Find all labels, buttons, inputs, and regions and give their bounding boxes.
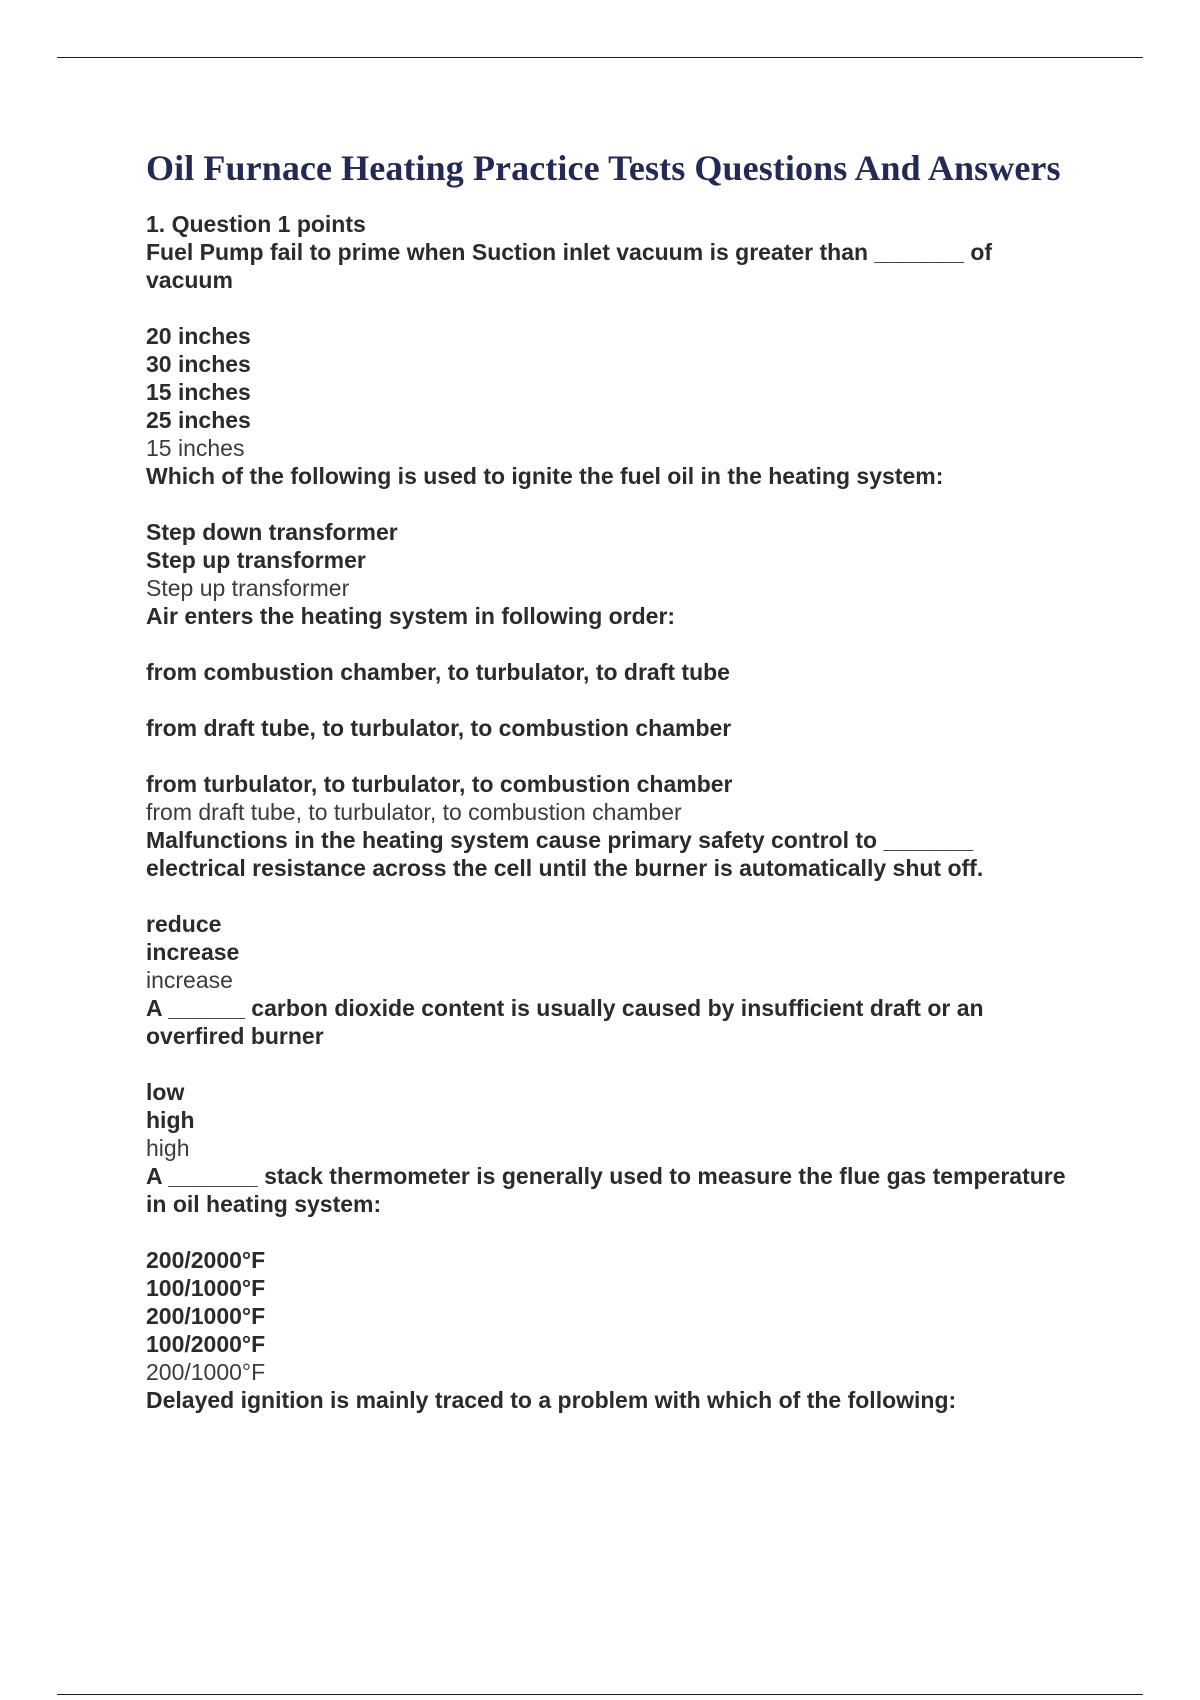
question-line: Air enters the heating system in following order: bbox=[146, 603, 676, 629]
blank-line bbox=[146, 742, 1076, 770]
question-line: reduce bbox=[146, 911, 222, 937]
question-line: A _______ stack thermometer is generally used to measure the flue gas temperature in oil heating system: bbox=[146, 1163, 1072, 1217]
question-line: Which of the following is used to ignite the fuel oil in the heating system: bbox=[146, 463, 944, 489]
answer-line: high bbox=[146, 1135, 190, 1161]
question-line: A ______ carbon dioxide content is usually caused by insufficient draft or an overfired burner bbox=[146, 995, 990, 1049]
question-list bbox=[146, 210, 1076, 1414]
question-line: 200/2000°F bbox=[146, 1247, 266, 1273]
answer-line: 200/1000°F bbox=[146, 1359, 266, 1385]
blank-line bbox=[146, 1050, 1076, 1078]
answer-line: increase bbox=[146, 967, 233, 993]
blank-line bbox=[146, 294, 1076, 322]
question-line: Step up transformer bbox=[146, 547, 366, 573]
question-line: 15 inches bbox=[146, 379, 251, 405]
question-line: Malfunctions in the heating system cause primary safety control to _______ electrical resistance across the cell until the burner is automatically shut off. bbox=[146, 827, 984, 881]
question-line: 100/1000°F bbox=[146, 1275, 266, 1301]
page-title: Oil Furnace Heating Practice Tests Questions And Answers bbox=[146, 148, 1061, 188]
question-line: low bbox=[146, 1079, 185, 1105]
blank-line bbox=[146, 686, 1076, 714]
question-line: 200/1000°F bbox=[146, 1303, 266, 1329]
blank-line bbox=[146, 1218, 1076, 1246]
blank-line bbox=[146, 490, 1076, 518]
blank-line bbox=[146, 630, 1076, 658]
question-line: Step down transformer bbox=[146, 519, 398, 545]
blank-line bbox=[146, 882, 1076, 910]
question-line: 25 inches bbox=[146, 407, 251, 433]
answer-line: 15 inches bbox=[146, 435, 245, 461]
answer-line: Step up transformer bbox=[146, 575, 350, 601]
question-line: Delayed ignition is mainly traced to a problem with which of the following: bbox=[146, 1387, 957, 1413]
question-line: 1. Question 1 points bbox=[146, 211, 366, 237]
question-line: from turbulator, to turbulator, to combustion chamber bbox=[146, 771, 733, 797]
answer-line: from draft tube, to turbulator, to combustion chamber bbox=[146, 799, 682, 825]
question-line: Fuel Pump fail to prime when Suction inlet vacuum is greater than _______ of vacuum bbox=[146, 239, 999, 293]
question-line: 100/2000°F bbox=[146, 1331, 266, 1357]
bottom-divider bbox=[57, 1694, 1143, 1695]
question-line: 20 inches bbox=[146, 323, 251, 349]
question-line: from draft tube, to turbulator, to combustion chamber bbox=[146, 715, 732, 741]
top-divider bbox=[57, 57, 1143, 58]
question-line: 30 inches bbox=[146, 351, 251, 377]
document-body bbox=[146, 146, 1076, 1414]
question-line: high bbox=[146, 1107, 195, 1133]
question-line: from combustion chamber, to turbulator, to draft tube bbox=[146, 659, 730, 685]
question-line: increase bbox=[146, 939, 240, 965]
